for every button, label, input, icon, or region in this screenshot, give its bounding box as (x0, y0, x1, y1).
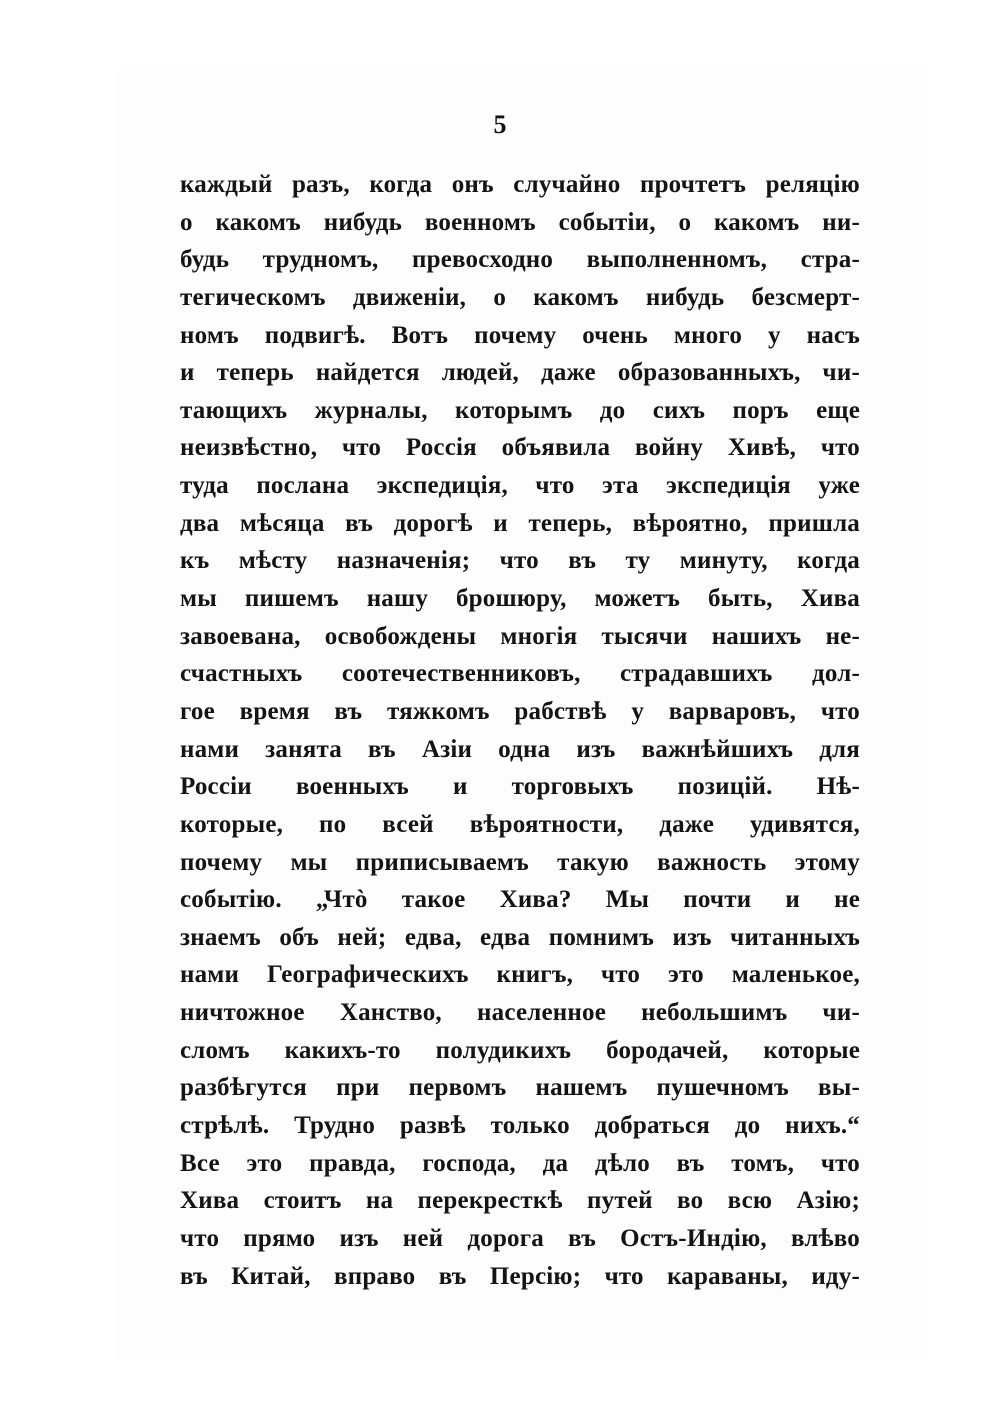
text-line: мы пишемъ нашу брошюру, можетъ быть, Хива (180, 585, 860, 613)
text-line: туда послана экспедиція, что эта экспедиція уже (180, 472, 860, 500)
text-line: Хива стоитъ на перекресткѣ путей во всю Азію; (180, 1187, 860, 1215)
text-line: счастныхъ соотечественниковъ, страдавшихъ дол- (180, 660, 860, 688)
text-line: что прямо изъ ней дорога въ Остъ-Индію, влѣво (180, 1224, 860, 1252)
text-line: завоевана, освобождены многія тысячи нашихъ не- (180, 622, 860, 650)
text-line: Все это правда, господа, да дѣло въ томъ, что (180, 1149, 860, 1177)
text-line: Россіи военныхъ и торговыхъ позицій. Нѣ- (180, 773, 860, 801)
text-line: два мѣсяца въ дорогѣ и теперь, вѣроятно, пришла (180, 509, 860, 537)
text-line: тегическомъ движеніи, о какомъ нибудь безсмерт- (180, 283, 860, 311)
text-line: разбѣгутся при первомъ нашемъ пушечномъ вы- (180, 1074, 860, 1102)
text-line: номъ подвигѣ. Вотъ почему очень много у насъ (180, 321, 860, 349)
text-line: каждый разъ, когда онъ случайно прочтетъ реляцію (180, 171, 860, 198)
text-line: нами занята въ Азіи одна изъ важнѣйшихъ для (180, 735, 860, 763)
text-line: въ Китай, вправо въ Персію; что караваны, иду- (180, 1262, 860, 1290)
text-line: къ мѣсту назначенія; что въ ту минуту, когда (180, 547, 860, 575)
text-line: стрѣлѣ. Трудно развѣ только добраться до нихъ.“ (180, 1112, 860, 1140)
text-line: и теперь найдется людей, даже образованныхъ, чи- (180, 359, 860, 387)
body-text (180, 166, 860, 1295)
text-line: знаемъ объ ней; едва, едва помнимъ изъ читанныхъ (180, 923, 860, 951)
text-line: которые, по всей вѣроятности, даже удивятся, (180, 810, 860, 838)
text-line: неизвѣстно, что Россія объявила войну Хивѣ, что (180, 434, 860, 462)
text-line: будь трудномъ, превосходно выполненномъ, стра- (180, 246, 860, 274)
text-line: ничтожное Ханство, населенное небольшимъ чи- (180, 999, 860, 1027)
page-number: 5 (493, 110, 507, 139)
text-line: тающихъ журналы, которымъ до сихъ поръ еще (180, 396, 860, 424)
text-line: сломъ какихъ-то полудикихъ бородачей, которые (180, 1036, 860, 1064)
text-line: гое время въ тяжкомъ рабствѣ у варваровъ, что (180, 697, 860, 725)
text-line: о какомъ нибудь военномъ событіи, о какомъ ни- (180, 208, 860, 236)
text-line: событію. „Чтò такое Хива? Мы почти и не (180, 886, 860, 914)
text-line: нами Географическихъ книгъ, что это маленькое, (180, 961, 860, 989)
text-line: почему мы приписываемъ такую важность этому (180, 848, 860, 876)
